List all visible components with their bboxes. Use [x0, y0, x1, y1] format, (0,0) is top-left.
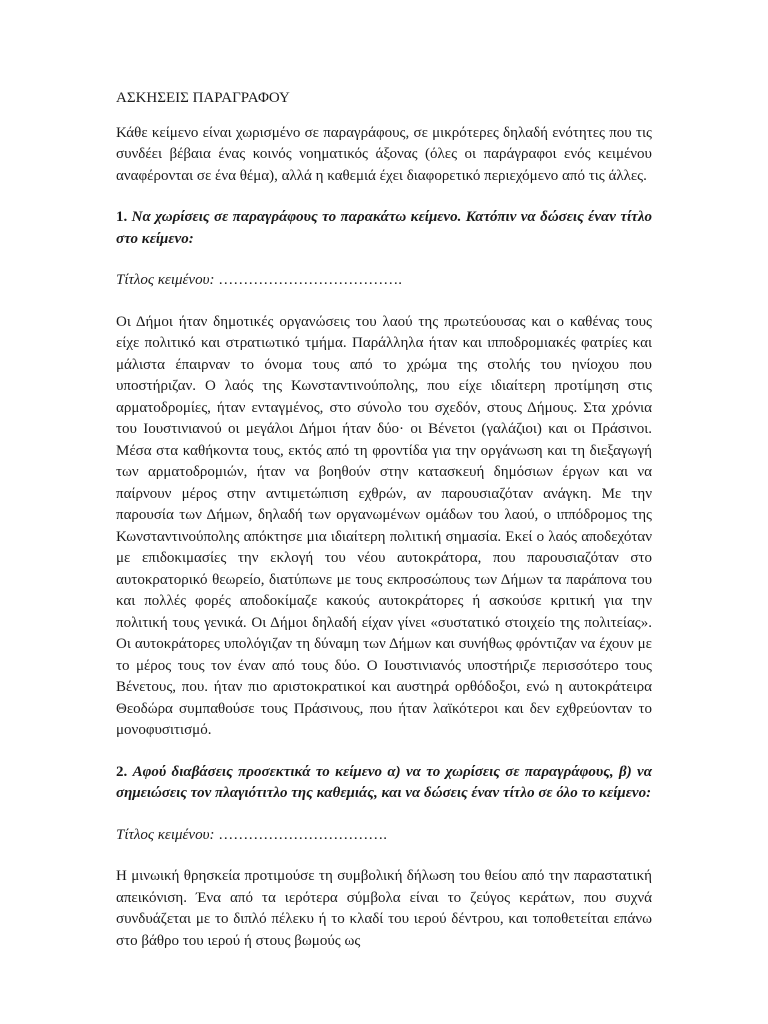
page-heading: ΑΣΚΗΣΕΙΣ ΠΑΡΑΓΡΑΦΟΥ [116, 90, 290, 106]
exercise-2-title-line [116, 825, 652, 847]
exercise-1-text-body: Οι Δήμοι ήταν δημοτικές οργανώσεις του λαού της πρωτεύουσας και ο καθένας τους είχε πολιτικό και στρατιωτικό τμήμα. Παράλληλα ήταν και ιπποδρομιακές φατρίες και μάλιστα έπαιρναν το όνομα τους από το χρώμα της στολής του ηνίοχου που υποστήριζαν. Ο λαός της Κωνσταντινούπολης, που είχε ιδιαίτερη προτίμηση στις αρματοδρομίες, ήταν ενταγμένος, στο σύνολο του σχεδόν, στους Δήμους. Στα χρόνια του Ιουστινιανού οι μεγάλοι Δήμοι ήταν δύο· οι Βένετοι (γαλάζιοι) και οι Πράσινοι. Μέσα στα καθήκοντα τους, εκτός από τη φροντίδα για την οργάνωση και τη διεξαγωγή των αρματοδρομιών, ήταν να βοηθούν στην κατασκευή δημόσιων έργων και να παίρνουν μέρος στην αντιμετώπιση εχθρών, αν παρουσιαζόταν ανάγκη. Με την παρουσία των Δήμων, δηλαδή των οργανωμένων ομάδων του λαού, ο ιππόδρομος της Κωνσταντινούπολης απόκτησε μια ιδιαίτερη πολιτική σημασία. Εκεί ο λαός αποδεχόταν με επιδοκιμασίες την εκλογή του νέου αυτοκράτορα, που παρουσιαζόταν στο αυτοκρατορικό θεωρείο, διατύπωνε με τους εκπροσώπους των Δήμων τα παράπονα του και πολλές φορές αποδοκίμαζε κακούς αυτοκράτορες ή ασκούσε κριτική για την πολιτική τους γενικά. Οι Δήμοι δηλαδή είχαν γίνει «συστατικό στοιχείο της πολιτείας». Οι αυτοκράτορες υπολόγιζαν τη δύναμη των Δήμων και συνήθως φρόντιζαν να έχουν με το μέρος τους τον έναν από τους δύο. Ο Ιουστινιανός υποστήριζε περισσότερο τους Βένετους, που. ήταν πιο αριστοκρατικοί και αυστηρά ορθόδοξοι, ενώ η αυτοκράτειρα Θεοδώρα συμπαθούσε τους Πράσινους, που ήταν λαϊκότεροι και δεν εχθρεύονταν το μονοφυσιτισμό. [116, 313, 652, 738]
exercise-2-number: 2. [116, 763, 128, 780]
exercise-1-instruction [116, 207, 652, 250]
exercise-1-text: Να χωρίσεις σε παραγράφους το παρακάτω κείμενο. Κατόπιν να δώσεις έναν τίτλο στο κείμενο: [116, 209, 652, 247]
exercise-1-title-label: Τίτλος κειμένου: [116, 272, 215, 288]
exercise-1-title-line [116, 270, 652, 292]
exercise-2-instruction [116, 762, 652, 805]
exercise-1-number: 1. [116, 209, 128, 225]
exercise-2-title-label: Τίτλος κειμένου: [116, 826, 215, 843]
document-content [116, 88, 652, 952]
intro-paragraph: Κάθε κείμενο είναι χωρισμένο σε παραγράφους, σε μικρότερες δηλαδή ενότητες που τις συνδέει βέβαια ένας κοινός νοηματικός άξονας (όλες οι παράγραφοι ενός κειμένου αναφέρονται σε ένα θέμα), αλλά η καθεμιά έχει διαφορετικό περιεχόμενο από τις άλλες. [116, 124, 652, 184]
exercise-1-title-dots: ………………………………. [218, 272, 402, 288]
exercise-2-text-body: Η μινωική θρησκεία προτιμούσε τη συμβολική δήλωση του θείου από την παραστατική απεικόνιση. Ένα από τα ιερότερα σύμβολα είναι το ζεύγος κεράτων, που συχνά συνδυάζεται με το διπλό πέλεκυ ή το κλαδί του ιερού δέντρου, και τοποθετείται επάνω στο βάθρο του ιερού ή στους βωμούς ως [116, 868, 652, 949]
exercise-2-title-dots: ……………………………. [218, 826, 387, 843]
exercise-2-text: Αφού διαβάσεις προσεκτικά το κείμενο α) να το χωρίσεις σε παραγράφους, β) να σημειώσεις τον πλαγιότιτλο της καθεμιάς, και να δώσεις έναν τίτλο σε όλο το κείμενο: [116, 763, 652, 801]
